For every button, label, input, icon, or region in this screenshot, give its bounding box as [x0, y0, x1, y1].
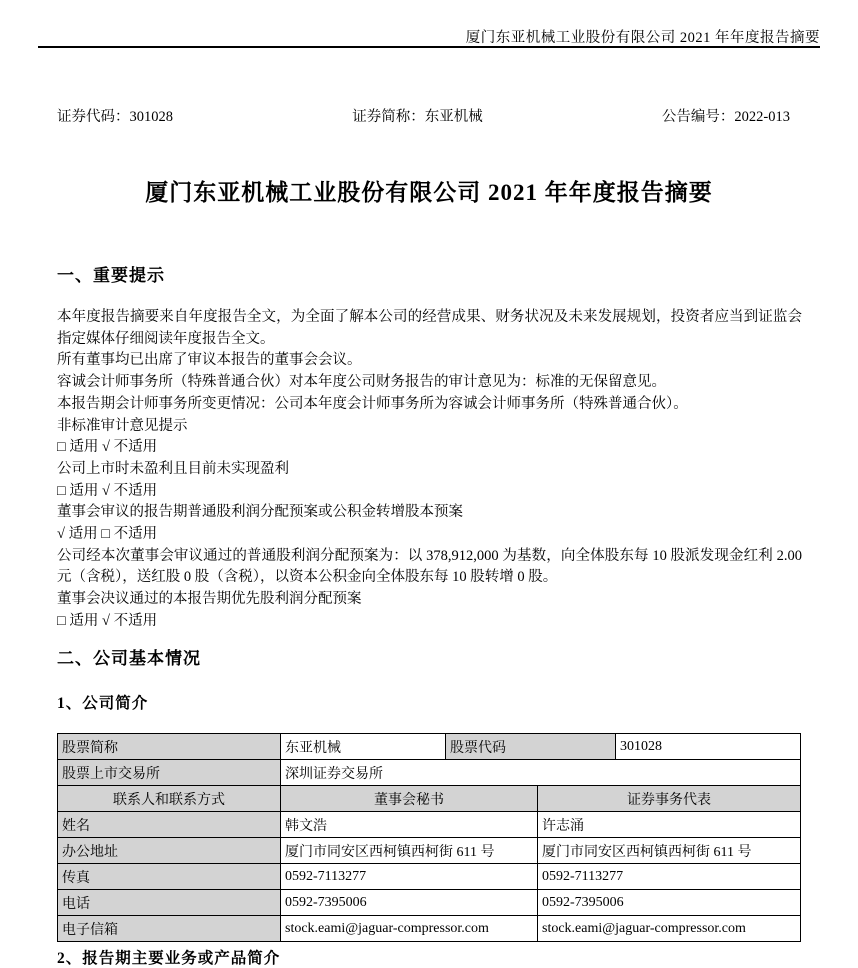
- table-cell: 厦门市同安区西柯镇西柯街 611 号: [281, 838, 538, 864]
- table-cell: 厦门市同安区西柯镇西柯街 611 号: [538, 838, 801, 864]
- header-rule: [38, 46, 820, 48]
- applicability-row: √ 适用 □ 不适用: [57, 526, 158, 543]
- applicability-row: □ 适用 √ 不适用: [57, 482, 158, 499]
- table-cell: 深圳证券交易所: [281, 760, 801, 786]
- table-header-cell: 董事会秘书: [281, 786, 538, 812]
- table-cell: stock.eami@jaguar-compressor.com: [538, 916, 801, 942]
- stock-short-name-label: 证券简称：东亚机械: [352, 109, 483, 125]
- table-header-cell: 联系人和联系方式: [58, 786, 281, 812]
- table-header-cell: 电子信箱: [58, 916, 281, 942]
- table-header-cell: 姓名: [58, 812, 281, 838]
- notice-paragraph: 非标准审计意见提示: [57, 417, 188, 434]
- table-row-name: [58, 812, 801, 838]
- table-row-address: [58, 838, 801, 864]
- company-info-table: [57, 733, 801, 942]
- document-title: 厦门东亚机械工业股份有限公司 2021 年年度报告摘要: [145, 180, 713, 205]
- notice-paragraph: 容诚会计师事务所（特殊普通合伙）对本年度公司财务报告的审计意见为：标准的无保留意见。: [57, 374, 666, 391]
- notice-paragraph: 所有董事均已出席了审议本报告的董事会会议。: [57, 352, 362, 369]
- table-cell: 东亚机械: [281, 734, 446, 760]
- notice-paragraph: 董事会审议的报告期普通股利润分配预案或公积金转增股本预案: [57, 504, 463, 521]
- applicability-row: □ 适用 √ 不适用: [57, 612, 158, 629]
- table-cell: 301028: [616, 734, 801, 760]
- table-header-cell: 股票上市交易所: [58, 760, 281, 786]
- table-cell: 0592-7395006: [538, 890, 801, 916]
- table-cell: 0592-7395006: [281, 890, 538, 916]
- section-2-heading: 二、公司基本情况: [57, 649, 201, 668]
- table-cell: 许志涌: [538, 812, 801, 838]
- notice-paragraph: 本年度报告摘要来自年度报告全文，为全面了解本公司的经营成果、财务状况及未来发展规划，投资者应当到证监会指定媒体仔细阅读年度报告全文。: [57, 309, 802, 347]
- dividend-plan-paragraph: 公司经本次董事会审议通过的普通股利润分配预案为：以 378,912,000 为基数，向全体股东每 10 股派发现金红利 2.00 元（含税），送红股 0 股（含税），以资本公积金向全体股东每 10 股转增 0 股。: [57, 547, 802, 586]
- notice-paragraph: 公司上市时未盈利且目前未实现盈利: [57, 460, 289, 477]
- running-header: 厦门东亚机械工业股份有限公司 2021 年年度报告摘要: [465, 30, 820, 46]
- table-header-cell: 传真: [58, 864, 281, 890]
- table-cell: stock.eami@jaguar-compressor.com: [281, 916, 538, 942]
- table-header-cell: 股票代码: [446, 734, 616, 760]
- table-header-cell: 办公地址: [58, 838, 281, 864]
- notice-paragraph: 本报告期会计师事务所变更情况：公司本年度会计师事务所为容诚会计师事务所（特殊普通合伙）。: [57, 395, 688, 412]
- subsection-company-profile-heading: 1、公司简介: [57, 695, 149, 712]
- table-header-cell: 证券事务代表: [538, 786, 801, 812]
- table-row-phone: [58, 890, 801, 916]
- announcement-number-label: 公告编号：2022-013: [661, 109, 790, 125]
- table-cell: 韩文浩: [281, 812, 538, 838]
- table-row-exchange: [58, 760, 801, 786]
- table-header-cell: 电话: [58, 890, 281, 916]
- subsection-business-summary-heading-partial: 2、报告期主要业务或产品简介: [57, 950, 281, 967]
- stock-code-label: 证券代码：301028: [57, 109, 173, 125]
- table-cell: 0592-7113277: [281, 864, 538, 890]
- table-row-fax: [58, 864, 801, 890]
- table-row-contact-header: [58, 786, 801, 812]
- table-row-stock: [58, 734, 801, 760]
- section-1-heading: 一、重要提示: [57, 266, 165, 285]
- important-notice-body: [57, 307, 802, 633]
- table-row-email: [58, 916, 801, 942]
- applicability-row: □ 适用 √ 不适用: [57, 439, 158, 456]
- notice-paragraph: 董事会决议通过的本报告期优先股利润分配预案: [57, 591, 362, 608]
- table-header-cell: 股票简称: [58, 734, 281, 760]
- table-cell: 0592-7113277: [538, 864, 801, 890]
- meta-row: [57, 105, 790, 126]
